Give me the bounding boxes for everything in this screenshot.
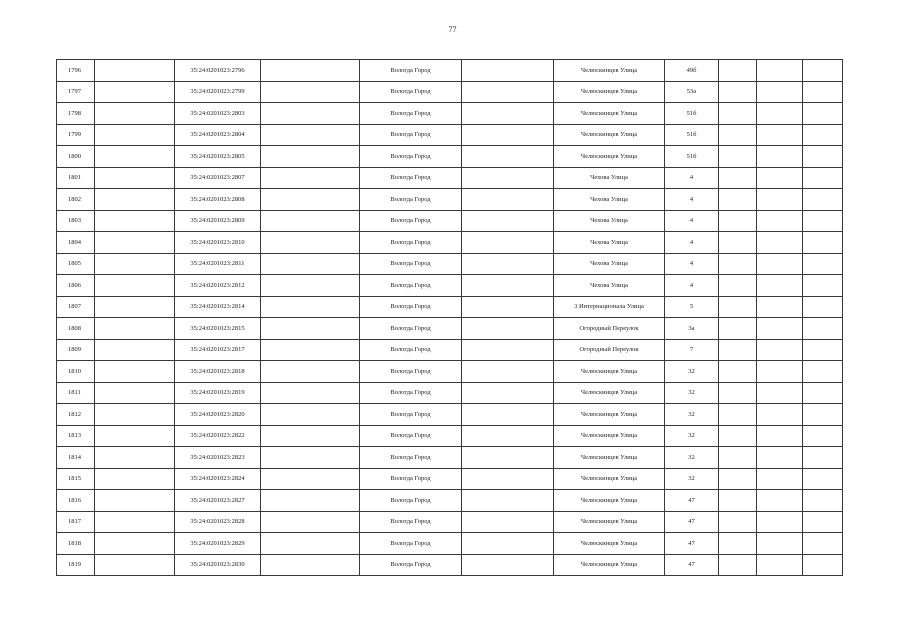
street-cell: Челюскинцев Улица	[554, 60, 665, 82]
house-number-cell: 32	[665, 447, 719, 469]
city-cell: Вологда Город	[360, 339, 462, 361]
empty-cell	[261, 447, 360, 469]
row-number-cell: 1813	[57, 425, 95, 447]
empty-cell	[803, 468, 843, 490]
empty-cell	[95, 232, 175, 254]
table-row	[57, 425, 843, 447]
empty-cell	[95, 189, 175, 211]
empty-cell	[719, 210, 757, 232]
empty-cell	[719, 167, 757, 189]
empty-cell	[261, 404, 360, 426]
house-number-cell: 51б	[665, 146, 719, 168]
city-cell: Вологда Город	[360, 232, 462, 254]
empty-cell	[757, 490, 803, 512]
row-number-cell: 1802	[57, 189, 95, 211]
row-number-cell: 1808	[57, 318, 95, 340]
empty-cell	[719, 533, 757, 555]
empty-cell	[803, 232, 843, 254]
row-number-cell: 1798	[57, 103, 95, 125]
house-number-cell: 47	[665, 511, 719, 533]
empty-cell	[757, 60, 803, 82]
table-row	[57, 124, 843, 146]
table-row	[57, 296, 843, 318]
empty-cell	[757, 124, 803, 146]
empty-cell	[719, 81, 757, 103]
cadastral-number-cell: 35:24:0201023:2812	[175, 275, 261, 297]
city-cell: Вологда Город	[360, 468, 462, 490]
cadastral-number-cell: 35:24:0201023:2810	[175, 232, 261, 254]
empty-cell	[719, 253, 757, 275]
page-number: 77	[448, 25, 457, 34]
empty-cell	[803, 103, 843, 125]
table-row	[57, 339, 843, 361]
empty-cell	[803, 253, 843, 275]
cadastral-number-cell: 35:24:0201023:2815	[175, 318, 261, 340]
empty-cell	[757, 253, 803, 275]
empty-cell	[757, 296, 803, 318]
empty-cell	[95, 425, 175, 447]
empty-cell	[261, 124, 360, 146]
empty-cell	[719, 189, 757, 211]
empty-cell	[95, 554, 175, 576]
empty-cell	[95, 60, 175, 82]
house-number-cell: 7	[665, 339, 719, 361]
house-number-cell: 32	[665, 468, 719, 490]
empty-cell	[803, 167, 843, 189]
cadastral-number-cell: 35:24:0201023:2830	[175, 554, 261, 576]
empty-cell	[719, 318, 757, 340]
empty-cell	[803, 275, 843, 297]
house-number-cell: 4	[665, 189, 719, 211]
table-row	[57, 167, 843, 189]
row-number-cell: 1819	[57, 554, 95, 576]
empty-cell	[261, 146, 360, 168]
empty-cell	[719, 275, 757, 297]
cadastral-number-cell: 35:24:0201023:2828	[175, 511, 261, 533]
empty-cell	[803, 210, 843, 232]
house-number-cell: 32	[665, 382, 719, 404]
street-cell: Челюскинцев Улица	[554, 361, 665, 383]
city-cell: Вологда Город	[360, 189, 462, 211]
empty-cell	[462, 81, 554, 103]
cadastral-number-cell: 35:24:0201023:2829	[175, 533, 261, 555]
city-cell: Вологда Город	[360, 554, 462, 576]
empty-cell	[462, 490, 554, 512]
house-number-cell: 32	[665, 361, 719, 383]
house-number-cell: 4	[665, 275, 719, 297]
empty-cell	[261, 554, 360, 576]
empty-cell	[757, 210, 803, 232]
city-cell: Вологда Город	[360, 81, 462, 103]
empty-cell	[719, 60, 757, 82]
cadastral-number-cell: 35:24:0201023:2804	[175, 124, 261, 146]
city-cell: Вологда Город	[360, 210, 462, 232]
street-cell: Челюскинцев Улица	[554, 103, 665, 125]
empty-cell	[261, 253, 360, 275]
empty-cell	[462, 253, 554, 275]
street-cell: Челюскинцев Улица	[554, 404, 665, 426]
empty-cell	[757, 361, 803, 383]
street-cell: Челюскинцев Улица	[554, 554, 665, 576]
empty-cell	[803, 404, 843, 426]
empty-cell	[757, 189, 803, 211]
empty-cell	[95, 296, 175, 318]
empty-cell	[261, 511, 360, 533]
empty-cell	[719, 404, 757, 426]
empty-cell	[95, 318, 175, 340]
street-cell: Огородный Переулок	[554, 318, 665, 340]
empty-cell	[261, 189, 360, 211]
street-cell: Челюскинцев Улица	[554, 382, 665, 404]
cadastral-number-cell: 35:24:0201023:2819	[175, 382, 261, 404]
table-row	[57, 189, 843, 211]
street-cell: Чехова Улица	[554, 253, 665, 275]
city-cell: Вологда Город	[360, 253, 462, 275]
empty-cell	[261, 533, 360, 555]
empty-cell	[95, 253, 175, 275]
city-cell: Вологда Город	[360, 296, 462, 318]
empty-cell	[95, 361, 175, 383]
empty-cell	[95, 511, 175, 533]
cadastral-number-cell: 35:24:0201023:2808	[175, 189, 261, 211]
empty-cell	[803, 60, 843, 82]
empty-cell	[462, 404, 554, 426]
cadastral-number-cell: 35:24:0201023:2803	[175, 103, 261, 125]
street-cell: Челюскинцев Улица	[554, 425, 665, 447]
cadastral-number-cell: 35:24:0201023:2807	[175, 167, 261, 189]
empty-cell	[757, 167, 803, 189]
empty-cell	[719, 296, 757, 318]
table-row	[57, 253, 843, 275]
empty-cell	[719, 511, 757, 533]
empty-cell	[462, 189, 554, 211]
empty-cell	[803, 425, 843, 447]
street-cell: Челюскинцев Улица	[554, 533, 665, 555]
table-row	[57, 146, 843, 168]
table-row	[57, 468, 843, 490]
cadastral-number-cell: 35:24:0201023:2811	[175, 253, 261, 275]
empty-cell	[757, 425, 803, 447]
empty-cell	[719, 554, 757, 576]
empty-cell	[803, 490, 843, 512]
empty-cell	[462, 425, 554, 447]
city-cell: Вологда Город	[360, 533, 462, 555]
row-number-cell: 1796	[57, 60, 95, 82]
empty-cell	[757, 318, 803, 340]
house-number-cell: 49б	[665, 60, 719, 82]
table-row	[57, 103, 843, 125]
empty-cell	[719, 425, 757, 447]
street-cell: Челюскинцев Улица	[554, 490, 665, 512]
cadastral-number-cell: 35:24:0201023:2805	[175, 146, 261, 168]
cadastral-number-cell: 35:24:0201023:2823	[175, 447, 261, 469]
empty-cell	[95, 339, 175, 361]
house-number-cell: 3а	[665, 318, 719, 340]
row-number-cell: 1800	[57, 146, 95, 168]
house-number-cell: 47	[665, 533, 719, 555]
city-cell: Вологда Город	[360, 425, 462, 447]
empty-cell	[803, 124, 843, 146]
table-row	[57, 318, 843, 340]
city-cell: Вологда Город	[360, 275, 462, 297]
table-row	[57, 447, 843, 469]
cadastral-number-cell: 35:24:0201023:2817	[175, 339, 261, 361]
empty-cell	[261, 296, 360, 318]
empty-cell	[95, 81, 175, 103]
house-number-cell: 47	[665, 554, 719, 576]
empty-cell	[462, 232, 554, 254]
registry-table	[56, 59, 843, 576]
empty-cell	[462, 167, 554, 189]
street-cell: Челюскинцев Улица	[554, 468, 665, 490]
house-number-cell: 51б	[665, 124, 719, 146]
table-row	[57, 275, 843, 297]
table-row	[57, 210, 843, 232]
city-cell: Вологда Город	[360, 103, 462, 125]
empty-cell	[719, 382, 757, 404]
house-number-cell: 47	[665, 490, 719, 512]
empty-cell	[462, 296, 554, 318]
house-number-cell: 32	[665, 425, 719, 447]
empty-cell	[261, 167, 360, 189]
empty-cell	[261, 468, 360, 490]
house-number-cell: 32	[665, 404, 719, 426]
street-cell: Чехова Улица	[554, 189, 665, 211]
cadastral-number-cell: 35:24:0201023:2809	[175, 210, 261, 232]
city-cell: Вологда Город	[360, 404, 462, 426]
empty-cell	[95, 404, 175, 426]
cadastral-number-cell: 35:24:0201023:2818	[175, 361, 261, 383]
table-row	[57, 554, 843, 576]
empty-cell	[719, 361, 757, 383]
table-row	[57, 490, 843, 512]
cadastral-number-cell: 35:24:0201023:2822	[175, 425, 261, 447]
row-number-cell: 1806	[57, 275, 95, 297]
city-cell: Вологда Город	[360, 490, 462, 512]
empty-cell	[803, 554, 843, 576]
empty-cell	[719, 490, 757, 512]
empty-cell	[757, 339, 803, 361]
street-cell: Чехова Улица	[554, 210, 665, 232]
empty-cell	[803, 189, 843, 211]
empty-cell	[261, 339, 360, 361]
city-cell: Вологда Город	[360, 124, 462, 146]
house-number-cell: 4	[665, 167, 719, 189]
street-cell: Чехова Улица	[554, 275, 665, 297]
city-cell: Вологда Город	[360, 318, 462, 340]
city-cell: Вологда Город	[360, 447, 462, 469]
row-number-cell: 1807	[57, 296, 95, 318]
empty-cell	[757, 232, 803, 254]
street-cell: Огородный Переулок	[554, 339, 665, 361]
empty-cell	[462, 318, 554, 340]
street-cell: Челюскинцев Улица	[554, 447, 665, 469]
cadastral-number-cell: 35:24:0201023:2799	[175, 81, 261, 103]
empty-cell	[462, 124, 554, 146]
house-number-cell: 4	[665, 210, 719, 232]
row-number-cell: 1810	[57, 361, 95, 383]
empty-cell	[261, 81, 360, 103]
empty-cell	[803, 361, 843, 383]
cadastral-number-cell: 35:24:0201023:2824	[175, 468, 261, 490]
empty-cell	[95, 533, 175, 555]
empty-cell	[719, 232, 757, 254]
empty-cell	[95, 275, 175, 297]
cadastral-number-cell: 35:24:0201023:2814	[175, 296, 261, 318]
house-number-cell: 4	[665, 253, 719, 275]
empty-cell	[757, 103, 803, 125]
empty-cell	[261, 232, 360, 254]
table-row	[57, 511, 843, 533]
empty-cell	[757, 468, 803, 490]
empty-cell	[462, 447, 554, 469]
empty-cell	[719, 339, 757, 361]
table-row	[57, 81, 843, 103]
street-cell: Чехова Улица	[554, 167, 665, 189]
empty-cell	[95, 146, 175, 168]
empty-cell	[462, 146, 554, 168]
street-cell: Чехова Улица	[554, 232, 665, 254]
empty-cell	[803, 382, 843, 404]
table-row	[57, 533, 843, 555]
empty-cell	[757, 533, 803, 555]
empty-cell	[803, 511, 843, 533]
empty-cell	[462, 339, 554, 361]
empty-cell	[95, 490, 175, 512]
empty-cell	[462, 275, 554, 297]
house-number-cell: 51б	[665, 103, 719, 125]
empty-cell	[95, 167, 175, 189]
empty-cell	[803, 81, 843, 103]
empty-cell	[803, 339, 843, 361]
city-cell: Вологда Город	[360, 361, 462, 383]
empty-cell	[803, 447, 843, 469]
table-row	[57, 60, 843, 82]
house-number-cell: 53а	[665, 81, 719, 103]
row-number-cell: 1817	[57, 511, 95, 533]
row-number-cell: 1814	[57, 447, 95, 469]
empty-cell	[462, 361, 554, 383]
empty-cell	[261, 60, 360, 82]
empty-cell	[462, 533, 554, 555]
empty-cell	[261, 425, 360, 447]
empty-cell	[261, 382, 360, 404]
row-number-cell: 1816	[57, 490, 95, 512]
empty-cell	[803, 296, 843, 318]
empty-cell	[719, 146, 757, 168]
table-row	[57, 404, 843, 426]
cadastral-number-cell: 35:24:0201023:2820	[175, 404, 261, 426]
city-cell: Вологда Город	[360, 60, 462, 82]
empty-cell	[803, 318, 843, 340]
empty-cell	[462, 382, 554, 404]
empty-cell	[757, 447, 803, 469]
row-number-cell: 1799	[57, 124, 95, 146]
street-cell: Челюскинцев Улица	[554, 146, 665, 168]
row-number-cell: 1804	[57, 232, 95, 254]
empty-cell	[757, 554, 803, 576]
table-row	[57, 382, 843, 404]
empty-cell	[261, 361, 360, 383]
cadastral-number-cell: 35:24:0201023:2796	[175, 60, 261, 82]
street-cell: Челюскинцев Улица	[554, 124, 665, 146]
empty-cell	[462, 511, 554, 533]
empty-cell	[803, 146, 843, 168]
empty-cell	[719, 468, 757, 490]
house-number-cell: 5	[665, 296, 719, 318]
empty-cell	[757, 146, 803, 168]
empty-cell	[462, 60, 554, 82]
empty-cell	[757, 81, 803, 103]
empty-cell	[261, 318, 360, 340]
empty-cell	[719, 103, 757, 125]
city-cell: Вологда Город	[360, 382, 462, 404]
empty-cell	[462, 210, 554, 232]
row-number-cell: 1801	[57, 167, 95, 189]
street-cell: Челюскинцев Улица	[554, 81, 665, 103]
empty-cell	[757, 511, 803, 533]
row-number-cell: 1803	[57, 210, 95, 232]
empty-cell	[719, 124, 757, 146]
empty-cell	[95, 447, 175, 469]
city-cell: Вологда Город	[360, 511, 462, 533]
row-number-cell: 1797	[57, 81, 95, 103]
empty-cell	[803, 533, 843, 555]
street-cell: Челюскинцев Улица	[554, 511, 665, 533]
empty-cell	[95, 210, 175, 232]
empty-cell	[462, 103, 554, 125]
empty-cell	[95, 124, 175, 146]
empty-cell	[757, 382, 803, 404]
city-cell: Вологда Город	[360, 167, 462, 189]
empty-cell	[95, 382, 175, 404]
table-row	[57, 232, 843, 254]
empty-cell	[261, 275, 360, 297]
row-number-cell: 1815	[57, 468, 95, 490]
empty-cell	[719, 447, 757, 469]
cadastral-number-cell: 35:24:0201023:2827	[175, 490, 261, 512]
empty-cell	[757, 275, 803, 297]
row-number-cell: 1812	[57, 404, 95, 426]
table-row	[57, 361, 843, 383]
empty-cell	[261, 490, 360, 512]
row-number-cell: 1811	[57, 382, 95, 404]
empty-cell	[261, 103, 360, 125]
house-number-cell: 4	[665, 232, 719, 254]
row-number-cell: 1809	[57, 339, 95, 361]
empty-cell	[462, 554, 554, 576]
empty-cell	[462, 468, 554, 490]
row-number-cell: 1818	[57, 533, 95, 555]
street-cell: 3 Интернационала Улица	[554, 296, 665, 318]
empty-cell	[95, 468, 175, 490]
row-number-cell: 1805	[57, 253, 95, 275]
empty-cell	[95, 103, 175, 125]
city-cell: Вологда Город	[360, 146, 462, 168]
empty-cell	[261, 210, 360, 232]
empty-cell	[757, 404, 803, 426]
